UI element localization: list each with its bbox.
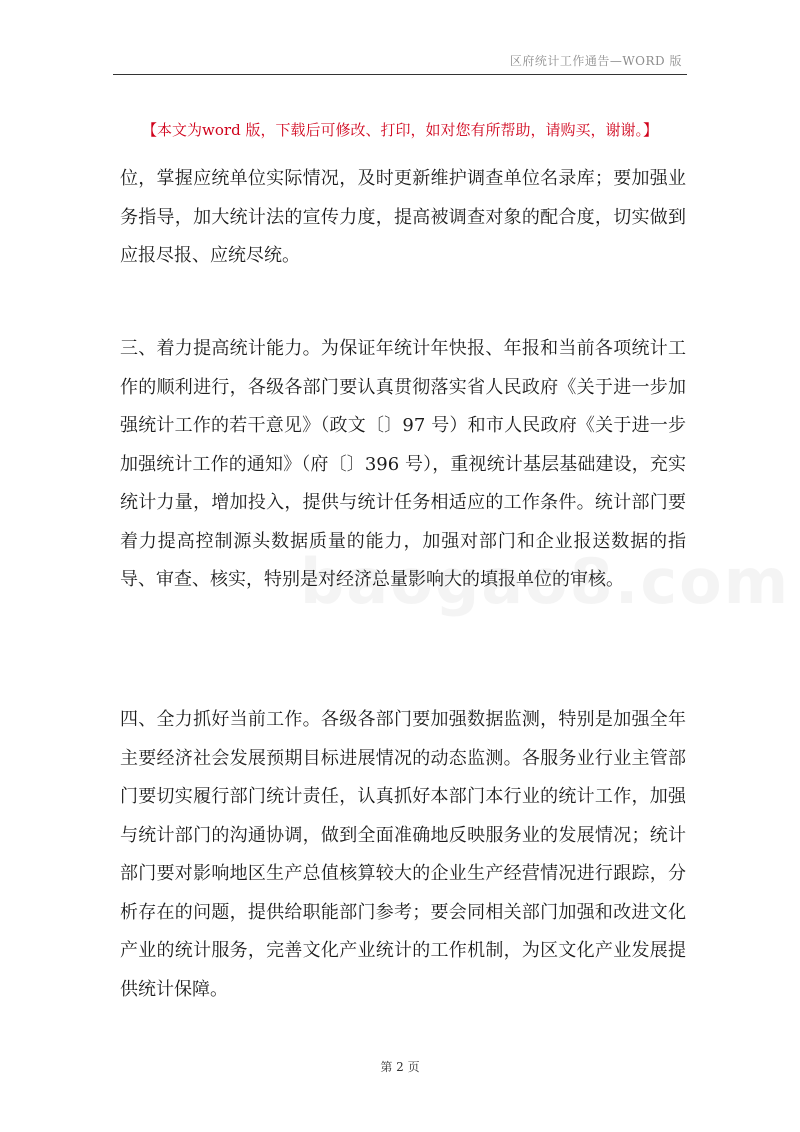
header-title: 区府统计工作通告—WORD 版 — [509, 54, 682, 68]
download-notice: 【本文为word 版，下载后可修改、打印，如对您有所帮助，请购买，谢谢。】 — [142, 121, 658, 139]
body-paragraph-2: 三、着力提高统计能力。为保证年统计年快报、年报和当前各项统计工作的顺利进行，各级各部门要认真贯彻落实省人民政府《关于进一步加强统计工作的若干意见》（政文〔〕97 号）和市人民政府《关于进一步加强统计工作的通知》（府〔〕396 号），重视统计基层基础建设，充实统计力量，增加投入，提供与统计任务相适应的工作条件。统计部门要着力提高控制源头数据质量的能力，加强对部门和企业报送数据的指导、审查、核实，特别是对经济总量影响大的填报单位的审核。 — [120, 338, 686, 590]
body-paragraph-3: 四、全力抓好当前工作。各级各部门要加强数据监测，特别是加强全年主要经济社会发展预期目标进展情况的动态监测。各服务业行业主管部门要切实履行部门统计责任，认真抓好本部门本行业的统计工作，加强与统计部门的沟通协调，做到全面准确地反映服务业的发展情况；统计部门要对影响地区生产总值核算较大的企业生产经营情况进行跟踪，分析存在的问题，提供给职能部门参考；要会同相关部门加强和改进文化产业的统计服务，完善文化产业统计的工作机制，为区文化产业发展提供统计保障。 — [120, 709, 686, 1000]
page-number: 第 2 页 — [380, 1060, 420, 1074]
body-paragraph-1: 位，掌握应统单位实际情况，及时更新维护调查单位名录库；要加强业务指导，加大统计法的宣传力度，提高被调查对象的配合度，切实做到应报尽报、应统尽统。 — [120, 168, 686, 266]
header-divider — [113, 74, 687, 75]
